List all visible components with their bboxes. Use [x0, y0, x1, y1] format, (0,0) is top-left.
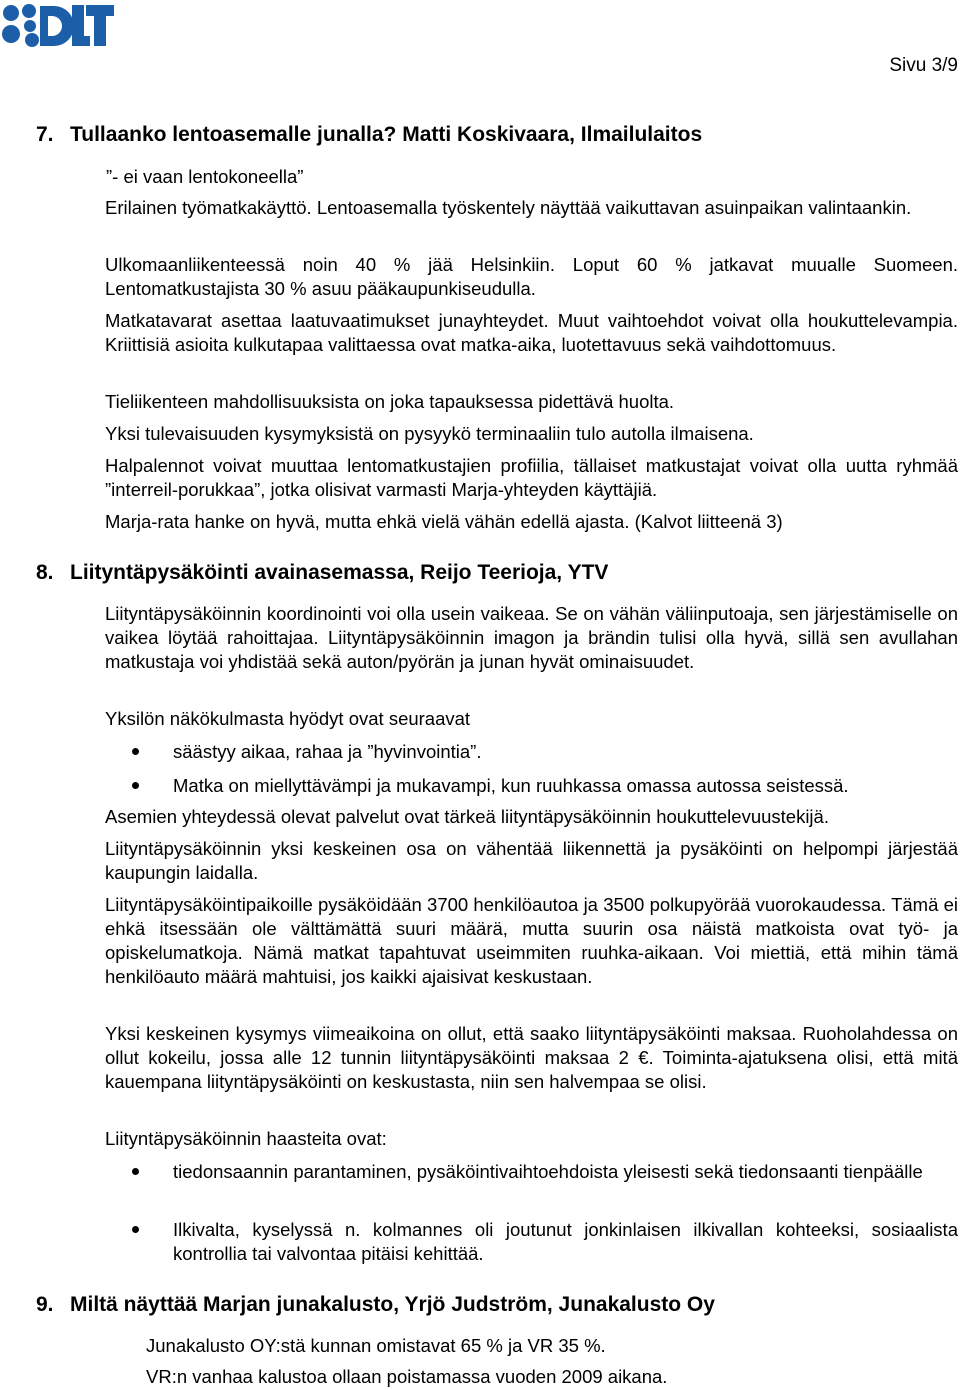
paragraph: Ulkomaanliikenteessä noin 40 % jää Helsinkiin. Loput 60 % jatkavat muualle Suomeen. Lentomatkustajista 30 % asuu pääkaupunkiseudulla. — [105, 254, 958, 299]
section-title: Miltä näyttää Marjan junakalusto, Yrjö Judström, Junakalusto Oy — [70, 1293, 715, 1316]
paragraph: Liityntäpysäköinnin haasteita ovat: — [105, 1128, 387, 1149]
paragraph: Liityntäpysäköinnin yksi keskeinen osa on vähentää liikennettä ja pysäköinti on helpompi järjestää kaupungin laidalla. — [105, 838, 958, 883]
paragraph: Asemien yhteydessä olevat palvelut ovat tärkeä liityntäpysäköinnin houkuttelevuustekijä. — [105, 806, 829, 827]
bullet-text: Ilkivalta, kyselyssä n. kolmannes oli joutunut jonkinlaisen ilkivallan kohteeksi, sosiaalista kontrollia tai valvontaa pitäisi kehittää. — [173, 1219, 958, 1264]
paragraph: Yksi keskeinen kysymys viimeaikoina on ollut, että saako liityntäpysäköinti maksaa. Ruoholahdessa on ollut kokeilu, jossa alle 12 tunnin liityntäpysäköinti maksaa 2 €. Toiminta-ajatuksena olisi, että mitä kauempana liityntäpysäköinti on keskustasta, niin sen halvempaa se olisi. — [105, 1023, 958, 1092]
paragraph: Matkatavarat asettaa laatuvaatimukset junayhteydet. Muut vaihtoehdot voivat olla houkuttelevampia. Kriittisiä asioita kulkutapaa valittaessa ovat matka-aika, luotettavuus sekä vaihdottomuus. — [105, 310, 958, 355]
bullet-icon — [132, 782, 139, 789]
section-number: 8. — [36, 561, 54, 584]
paragraph: Tieliikenteen mahdollisuuksista on joka tapauksessa pidettävä huolta. — [105, 391, 675, 412]
bullet-text: säästyy aikaa, rahaa ja ”hyvinvointia”. — [173, 741, 482, 762]
bullet-text: tiedonsaannin parantaminen, pysäköintivaihtoehdoista yleisesti sekä tiedonsaanti tienpäälle — [173, 1161, 923, 1182]
section-9-heading — [36, 1293, 715, 1317]
bullet-icon — [132, 748, 139, 755]
paragraph: Marja-rata hanke on hyvä, mutta ehkä vielä vähän edellä ajasta. (Kalvot liitteenä 3) — [105, 511, 783, 532]
bullet-text: Matka on miellyttävämpi ja mukavampi, kun ruuhkassa omassa autossa seistessä. — [173, 775, 849, 796]
section-number: 9. — [36, 1293, 54, 1316]
section-title: Liityntäpysäköinti avainasemassa, Reijo Teerioja, YTV — [70, 561, 609, 584]
solt-logo — [2, 2, 114, 48]
section-8-heading — [36, 561, 608, 585]
paragraph: VR:n vanhaa kalustoa ollaan poistamassa vuoden 2009 aikana. — [146, 1366, 668, 1387]
paragraph: Erilainen työmatkakäyttö. Lentoasemalla työskentely näyttää vaikuttavan asuinpaikan valintaankin. — [105, 197, 912, 218]
section-title: Tullaanko lentoasemalle junalla? Matti Koskivaara, Ilmailulaitos — [70, 123, 703, 146]
paragraph: Liityntäpysäköintipaikoille pysäköidään 3700 henkilöautoa ja 3500 polkupyörää vuorokaudessa. Tämä ei ehkä itsessään ole välttämättä suuri määrä, mutta suurin osa näistä matkoista ovat työ- ja opiskelumatkoja. Nämä matkat tapahtuvat useimmiten ruuhka-aikaan. Voi miettiä, että mihin tämä henkilöauto määrä mahtuisi, jos kaikki ajaisivat keskustaan. — [105, 894, 958, 987]
bullet-item — [132, 1218, 958, 1266]
paragraph: Yksilön näkökulmasta hyödyt ovat seuraavat — [105, 708, 471, 729]
section-number: 7. — [36, 123, 54, 146]
bullet-item — [132, 740, 958, 764]
bullet-item — [132, 1160, 958, 1184]
bullet-icon — [132, 1226, 139, 1233]
section-7-heading — [36, 123, 702, 147]
paragraph: Yksi tulevaisuuden kysymyksistä on pysyykö terminaaliin tulo autolla ilmaisena. — [105, 423, 754, 444]
paragraph: Junakalusto OY:stä kunnan omistavat 65 % ja VR 35 %. — [146, 1335, 606, 1356]
paragraph: Liityntäpysäköinnin koordinointi voi olla usein vaikeaa. Se on vähän väliinputoaja, sen järjestämiselle on vaikea löytää rahoittajaa. Liityntäpysäköinnin imagon ja brändin tulisi olla hyvä, sillä sen avullahan matkustaja voi yhdistää sekä auton/pyörän ja junan hyvät ominaisuudet. — [105, 603, 958, 672]
bullet-icon — [132, 1168, 139, 1175]
bullet-item — [132, 774, 958, 798]
section-7-subtitle: ”- ei vaan lentokoneella” — [106, 166, 304, 187]
paragraph: Halpalennot voivat muuttaa lentomatkustajien profiilia, tällaiset matkustajat voivat olla uutta ryhmää ”interreil-porukkaa”, jotka olisivat varmasti Marja-yhteyden käyttäjiä. — [105, 455, 958, 500]
page-number: Sivu 3/9 — [889, 55, 958, 76]
